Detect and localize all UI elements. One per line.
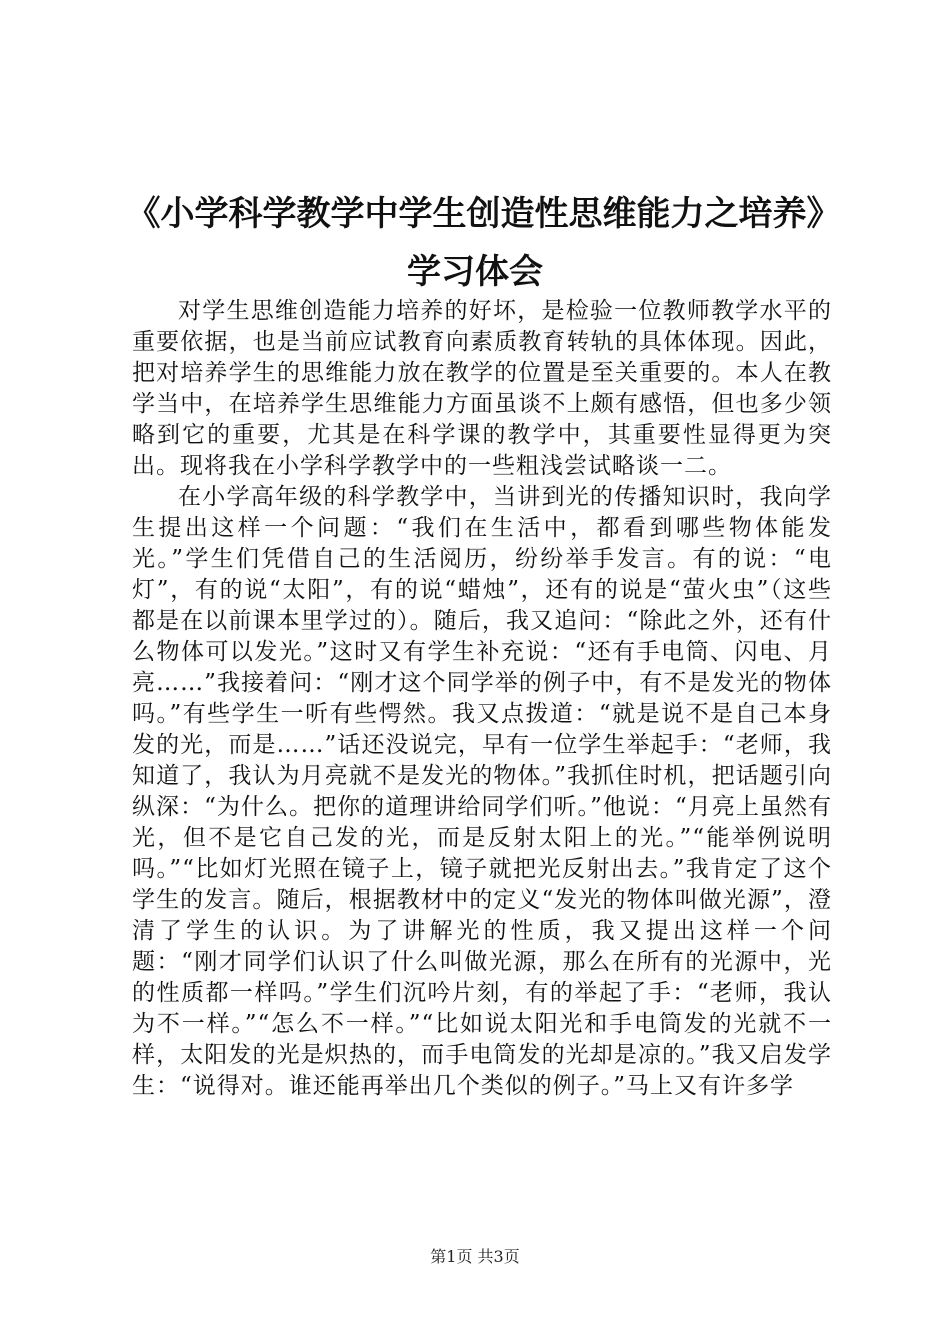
document-body: [132, 296, 832, 1102]
document-title: 《小学科学教学中学生创造性思维能力之培养》学习体会: [126, 194, 824, 292]
paragraph-light-lesson: 在小学高年级的科学教学中，当讲到光的传播知识时，我向学生提出这样一个问题：“我们在生活中，都看到哪些物体能发光。”学生们凭借自己的生活阅历，纷纷举手发言。有的说：“电灯”，有的说“太阳”，有的说“蜡烛”，还有的说是“萤火虫”（这些都是在以前课本里学过的）。随后，我又追问：“除此之外，还有什么物体可以发光。”这时又有学生补充说：“还有手电筒、闪电、月亮……”我接着问：“刚才这个同学举的例子中，有不是发光的物体吗。”有些学生一听有些愕然。我又点拨道：“就是说不是自己本身发的光，而是……”话还没说完，早有一位学生举起手：“老师，我知道了，我认为月亮就不是发光的物体。”我抓住时机，把话题引向纵深：“为什么。把你的道理讲给同学们听。”他说：“月亮上虽然有光，但不是它自己发的光，而是反射太阳上的光。”“能举例说明吗。”“比如灯光照在镜子上，镜子就把光反射出去。”我肯定了这个学生的发言。随后，根据教材中的定义“发光的物体叫做光源”，澄清了学生的认识。为了讲解光的性质，我又提出这样一个问题：“刚才同学们认识了什么叫做光源，那么在所有的光源中，光的性质都一样吗。”学生们沉吟片刻，有的举起了手：“老师，我认为不一样。”“怎么不一样。”“比如说太阳光和手电筒发的光就不一样，太阳发的光是炽热的，而手电筒发的光却是凉的。”我又启发学生：“说得对。谁还能再举出几个类似的例子。”马上又有许多学: [132, 484, 832, 1099]
page-number-footer: 第1页 共3页: [430, 1247, 520, 1266]
paragraph-intro: 对学生思维创造能力培养的好坏，是检验一位教师教学水平的重要依据，也是当前应试教育向素质教育转轨的具体体现。因此，把对培养学生的思维能力放在教学的位置是至关重要的。本人在教学当中，在培养学生思维能力方面虽谈不上颇有感悟，但也多少领略到它的重要，尤其是在科学课的教学中，其重要性显得更为突出。现将我在小学科学教学中的一些粗浅尝试略谈一二。: [132, 298, 832, 479]
